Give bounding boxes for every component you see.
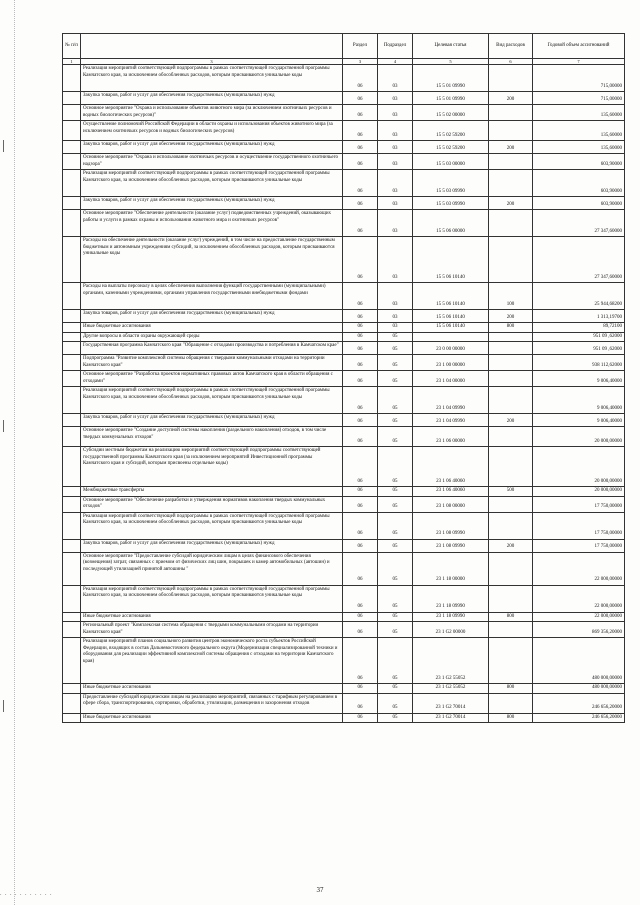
cell-exptype [489, 447, 533, 487]
cell-name: Закупка товаров, работ и услуг для обеспечения государственных (муниципальных) нужд [81, 197, 343, 210]
cell-exptype: 200 [489, 92, 533, 105]
cell-target: 23 1 G2 00000 [413, 622, 489, 638]
table-row [63, 585, 625, 612]
cell-subsection: 03 [378, 92, 413, 105]
cell-exptype [489, 65, 533, 92]
cell-section: 06 [343, 310, 378, 323]
cell-exptype [489, 342, 533, 355]
cell-subsection: 05 [378, 713, 413, 723]
cell-num [63, 371, 81, 387]
header-subsection: Подраздел [378, 34, 413, 59]
table-row [63, 105, 625, 121]
cell-subsection: 03 [378, 154, 413, 170]
cell-value: 89,72100 [533, 323, 625, 333]
cell-subsection: 05 [378, 355, 413, 371]
cell-target: 15 5 02 59200 [413, 141, 489, 154]
cell-subsection: 05 [378, 427, 413, 447]
header-num: № п/п [63, 34, 81, 59]
cell-subsection: 05 [378, 487, 413, 497]
cell-section: 06 [343, 539, 378, 552]
cell-value: 869 356,20000 [533, 622, 625, 638]
cell-name: Основное мероприятие "Обеспечение деятельности (оказание услуг) подведомственных учреждений, оказывающих работы и услуги в рамках охраны и использования животного мира и охотничьих ресурсов" [81, 210, 343, 237]
cell-value: 27 347,60000 [533, 237, 625, 283]
cell-exptype [489, 427, 533, 447]
table-row [63, 487, 625, 497]
cell-name: Иные бюджетные ассигнования [81, 323, 343, 333]
cell-value: 22 000,00000 [533, 552, 625, 585]
cell-section: 06 [343, 487, 378, 497]
cell-section: 06 [343, 105, 378, 121]
cell-name: Закупка товаров, работ и услуг для обеспечения государственных (муниципальных) нужд [81, 310, 343, 323]
cell-num [63, 638, 81, 684]
cell-section: 06 [343, 154, 378, 170]
cell-section: 06 [343, 283, 378, 310]
cell-value: 135,60000 [533, 121, 625, 141]
cell-name: Основное мероприятие "Создание доступной системы накопления (раздельного накопления) отходов, в том числе твердых коммунальных отходов" [81, 427, 343, 447]
cell-num [63, 310, 81, 323]
cell-target: 23 1 08 09990 [413, 512, 489, 539]
cell-name: Основное мероприятие "Обеспечение разработки и утверждения нормативов накопления твердых коммунальных отходов" [81, 496, 343, 512]
table-row [63, 141, 625, 154]
cell-target: 23 1 00 00000 [413, 355, 489, 371]
cell-target: 15 5 01 09990 [413, 65, 489, 92]
cell-name: Реализация мероприятий соответствующей подпрограммы в рамках соответствующей государственной программы Камчатского края, за исключением обособленных расходов, которым присваиваются уникальные коды [81, 585, 343, 612]
cell-subsection: 05 [378, 414, 413, 427]
table-row [63, 427, 625, 447]
header-name [81, 34, 343, 59]
cell-exptype [489, 387, 533, 414]
cell-subsection: 05 [378, 447, 413, 487]
cell-num [63, 387, 81, 414]
table-row [63, 197, 625, 210]
cell-target: 23 1 G2 70014 [413, 693, 489, 713]
table-row [63, 414, 625, 427]
cell-exptype [489, 332, 533, 342]
cell-section: 06 [343, 141, 378, 154]
cell-num [63, 512, 81, 539]
cell-target: 15 5 03 00000 [413, 154, 489, 170]
cell-value: 715,00000 [533, 92, 625, 105]
cell-section: 06 [343, 585, 378, 612]
cell-section: 06 [343, 121, 378, 141]
cell-value: 20 000,00000 [533, 447, 625, 487]
cell-num [63, 496, 81, 512]
cell-section: 06 [343, 170, 378, 197]
cell-section: 06 [343, 237, 378, 283]
cell-name: Иные бюджетные ассигнования [81, 684, 343, 694]
cell-subsection: 03 [378, 310, 413, 323]
cell-section: 06 [343, 387, 378, 414]
cell-target: 23 0 00 00000 [413, 342, 489, 355]
table-row [63, 539, 625, 552]
cell-target: 15 5 06 10140 [413, 283, 489, 310]
cell-section: 06 [343, 427, 378, 447]
cell-exptype [489, 512, 533, 539]
cell-target: 23 1 G2 55052 [413, 684, 489, 694]
cell-num [63, 65, 81, 92]
table-row [63, 310, 625, 323]
cell-section: 06 [343, 371, 378, 387]
cell-subsection: 03 [378, 105, 413, 121]
cell-exptype [489, 121, 533, 141]
cell-value: 938 112,62000 [533, 355, 625, 371]
cell-subsection: 05 [378, 585, 413, 612]
cell-subsection: 05 [378, 539, 413, 552]
colnum-7: 7 [533, 59, 625, 65]
cell-name: Основное мероприятие "Разработка проектов нормативных правовых актов Камчатского края в области обращения с отходами" [81, 371, 343, 387]
cell-section: 06 [343, 693, 378, 713]
cell-value: 480 000,00000 [533, 638, 625, 684]
cell-subsection: 03 [378, 197, 413, 210]
budget-table [62, 33, 625, 723]
colnum-6: 6 [489, 59, 533, 65]
cell-subsection: 05 [378, 552, 413, 585]
table-row [63, 323, 625, 333]
cell-value: 22 000,00000 [533, 612, 625, 622]
cell-target: 23 1 08 09990 [413, 539, 489, 552]
cell-name: Государственная программа Камчатского края "Обращение с отходами производства и потребления в Камчатском крае" [81, 342, 343, 355]
cell-subsection: 03 [378, 65, 413, 92]
cell-section: 06 [343, 332, 378, 342]
cell-num [63, 713, 81, 723]
colnum-1: 1 [63, 59, 81, 65]
cell-target: 15 5 03 09990 [413, 170, 489, 197]
cell-name: Закупка товаров, работ и услуг для обеспечения государственных (муниципальных) нужд [81, 414, 343, 427]
cell-num [63, 487, 81, 497]
cell-subsection: 03 [378, 210, 413, 237]
cell-target: 23 1 06 00000 [413, 427, 489, 447]
cell-target: 15 5 06 10140 [413, 323, 489, 333]
table-row [63, 332, 625, 342]
table-row [63, 612, 625, 622]
cell-value: 9 006,40000 [533, 387, 625, 414]
cell-section: 06 [343, 92, 378, 105]
cell-value: 17 750,00000 [533, 512, 625, 539]
cell-value: 20 000,00000 [533, 427, 625, 447]
table-row [63, 210, 625, 237]
cell-section: 06 [343, 622, 378, 638]
cell-subsection: 03 [378, 170, 413, 197]
cell-name: Межбюджетные трансферты [81, 487, 343, 497]
cell-num [63, 210, 81, 237]
cell-exptype: 800 [489, 323, 533, 333]
cell-value: 1 313,19700 [533, 310, 625, 323]
cell-target: 15 5 06 00000 [413, 210, 489, 237]
cell-num [63, 355, 81, 371]
cell-exptype [489, 154, 533, 170]
cell-num [63, 427, 81, 447]
cell-name: Расходы на обеспечение деятельности (оказание услуг) учреждений, в том числе на предоставление государственным бюджетным и автономным учреждениям субсидий, за исключением обособленных расходов, которым присваиваются уникальные коды [81, 237, 343, 283]
cell-name: Подпрограмма "Развитие комплексной системы обращения с твердыми коммунальными отходами на территории Камчатского края" [81, 355, 343, 371]
cell-num [63, 170, 81, 197]
table-row [63, 283, 625, 310]
cell-target: 15 5 01 09990 [413, 92, 489, 105]
table-row [63, 65, 625, 92]
cell-section: 06 [343, 197, 378, 210]
table-row [63, 447, 625, 487]
cell-exptype [489, 496, 533, 512]
cell-value: 20 000,00000 [533, 487, 625, 497]
cell-value: 9 006,40000 [533, 371, 625, 387]
cell-target: 23 1 06 40060 [413, 447, 489, 487]
header-exptype: Вид расходов [489, 34, 533, 59]
cell-value: 135,60000 [533, 141, 625, 154]
cell-subsection: 05 [378, 387, 413, 414]
cell-target: 23 1 04 00000 [413, 371, 489, 387]
cell-num [63, 585, 81, 612]
header-annual: Годовой объем ассигнований [533, 34, 625, 59]
header-target: Целевая статья [413, 34, 489, 59]
cell-section: 06 [343, 355, 378, 371]
cell-target: 23 1 04 09990 [413, 414, 489, 427]
cell-target: 23 1 G2 55052 [413, 638, 489, 684]
colnum-3: 3 [343, 59, 378, 65]
cell-num [63, 283, 81, 310]
cell-exptype [489, 210, 533, 237]
cell-subsection: 05 [378, 612, 413, 622]
cell-subsection: 05 [378, 638, 413, 684]
cell-target: 15 5 06 10140 [413, 310, 489, 323]
page-number: 37 [316, 886, 324, 894]
cell-value: 27 347,60000 [533, 210, 625, 237]
cell-value: 135,60000 [533, 105, 625, 121]
cell-value: 246 656,20000 [533, 713, 625, 723]
cell-target: 23 1 04 09990 [413, 387, 489, 414]
cell-num [63, 197, 81, 210]
table-row [63, 684, 625, 694]
cell-section: 06 [343, 210, 378, 237]
cell-value: 17 750,00000 [533, 539, 625, 552]
cell-num [63, 622, 81, 638]
cell-target: 23 1 18 00000 [413, 552, 489, 585]
cell-num [63, 332, 81, 342]
cell-subsection: 05 [378, 684, 413, 694]
table-row [63, 355, 625, 371]
table-body [63, 65, 625, 723]
cell-name: Реализация мероприятий соответствующей подпрограммы в рамках соответствующей государственной программы Камчатского края, за исключением обособленных расходов, которым присваиваются уникальные коды [81, 65, 343, 92]
table-row [63, 371, 625, 387]
cell-name: Региональный проект "Комплексная система обращения с твердыми коммунальными отходами на территории Камчатского края" [81, 622, 343, 638]
cell-section: 06 [343, 713, 378, 723]
cell-name: Основное мероприятие "Охрана и использование охотничьих ресурсов и осуществление государственного охотничьего надзора" [81, 154, 343, 170]
cell-subsection: 05 [378, 371, 413, 387]
cell-subsection: 05 [378, 512, 413, 539]
table-row [63, 92, 625, 105]
table-row [63, 638, 625, 684]
cell-num [63, 693, 81, 713]
cell-num [63, 237, 81, 283]
cell-exptype [489, 638, 533, 684]
cell-target: 15 5 06 10140 [413, 237, 489, 283]
cell-name: Осуществление полномочий Российской Федерации в области охраны и использования объектов животного мира (за исключением охотничьих ресурсов и водных биологических ресурсов) [81, 121, 343, 141]
cell-value: 17 750,00000 [533, 496, 625, 512]
cell-name: Основное мероприятие "Охрана и использование объектов животного мира (за исключением охотничьих ресурсов и водных биологических ресурсов)" [81, 105, 343, 121]
cell-value: 246 656,20000 [533, 693, 625, 713]
cell-exptype: 200 [489, 539, 533, 552]
cell-section: 06 [343, 638, 378, 684]
table-row [63, 154, 625, 170]
cell-num [63, 552, 81, 585]
table-row [63, 622, 625, 638]
cell-num [63, 323, 81, 333]
cell-section: 06 [343, 552, 378, 585]
cell-exptype [489, 552, 533, 585]
table-row [63, 170, 625, 197]
cell-subsection: 05 [378, 693, 413, 713]
cell-exptype: 200 [489, 141, 533, 154]
cell-subsection: 05 [378, 332, 413, 342]
cell-num [63, 612, 81, 622]
cell-section: 06 [343, 512, 378, 539]
cell-target: 15 5 03 09990 [413, 197, 489, 210]
cell-num [63, 154, 81, 170]
cell-exptype [489, 371, 533, 387]
cell-exptype [489, 693, 533, 713]
cell-value: 9 006,40000 [533, 414, 625, 427]
cell-num [63, 539, 81, 552]
cell-exptype [489, 170, 533, 197]
cell-exptype [489, 585, 533, 612]
table-row [63, 512, 625, 539]
cell-target: 15 5 02 00000 [413, 105, 489, 121]
cell-num [63, 92, 81, 105]
cell-name: Субсидии местным бюджетам на реализацию мероприятий соответствующей подпрограммы соответствующей государственной программы Камчатского края (за исключением мероприятий Инвестиционной программы Камчатского края и субсидий, которым присвоены отдельные коды) [81, 447, 343, 487]
cell-name: Реализация мероприятий соответствующей подпрограммы в рамках соответствующей государственной программы Камчатского края, за исключением обособленных расходов, которым присваиваются уникальные коды [81, 512, 343, 539]
cell-target: 15 5 02 59200 [413, 121, 489, 141]
cell-exptype: 200 [489, 310, 533, 323]
table-row [63, 121, 625, 141]
cell-exptype [489, 237, 533, 283]
cell-exptype: 100 [489, 283, 533, 310]
cell-exptype: 500 [489, 487, 533, 497]
cell-num [63, 342, 81, 355]
cell-subsection: 05 [378, 622, 413, 638]
cell-value: 22 000,00000 [533, 585, 625, 612]
cell-section: 06 [343, 414, 378, 427]
table-header [63, 34, 625, 65]
cell-section: 06 [343, 323, 378, 333]
cell-section: 06 [343, 342, 378, 355]
cell-section: 06 [343, 496, 378, 512]
cell-exptype: 200 [489, 414, 533, 427]
cell-num [63, 684, 81, 694]
cell-name: Закупка товаров, работ и услуг для обеспечения государственных (муниципальных) нужд [81, 141, 343, 154]
cell-exptype: 200 [489, 197, 533, 210]
cell-exptype: 800 [489, 612, 533, 622]
left-margin-bindings [0, 0, 15, 905]
cell-target: 23 1 G2 70014 [413, 713, 489, 723]
colnum-5: 5 [413, 59, 489, 65]
scan-edge-dots: . . . . . . . . . . . [0, 891, 53, 897]
cell-section: 06 [343, 447, 378, 487]
cell-subsection: 03 [378, 141, 413, 154]
cell-name: Закупка товаров, работ и услуг для обеспечения государственных (муниципальных) нужд [81, 92, 343, 105]
cell-subsection: 03 [378, 323, 413, 333]
cell-num [63, 121, 81, 141]
cell-exptype [489, 105, 533, 121]
cell-value: 480 000,00000 [533, 684, 625, 694]
cell-section: 06 [343, 65, 378, 92]
colnum-4: 4 [378, 59, 413, 65]
cell-value: 715,00000 [533, 65, 625, 92]
cell-value: 603,90000 [533, 154, 625, 170]
cell-num [63, 105, 81, 121]
cell-target: 23 1 08 00000 [413, 496, 489, 512]
cell-value: 25 944,68200 [533, 283, 625, 310]
cell-exptype [489, 355, 533, 371]
cell-section: 06 [343, 612, 378, 622]
cell-target: 23 1 18 09990 [413, 585, 489, 612]
table-row [63, 713, 625, 723]
cell-num [63, 414, 81, 427]
cell-name: Иные бюджетные ассигнования [81, 713, 343, 723]
cell-name: Реализация мероприятий соответствующей подпрограммы в рамках соответствующей государственной программы Камчатского края, за исключением обособленных расходов, которым присваиваются уникальные коды [81, 387, 343, 414]
cell-subsection: 03 [378, 121, 413, 141]
cell-target: 23 1 18 09990 [413, 612, 489, 622]
cell-section: 06 [343, 684, 378, 694]
cell-name: Основное мероприятие "Предоставление субсидий юридическим лицам в целях финансового обеспечения (возмещения) затрат, связанных с приемом от физических лиц шин, покрышек и камер автомобильных (автошин) и последующей утилизацией принятой автошины " [81, 552, 343, 585]
cell-value: 951 09 ,62000 [533, 332, 625, 342]
cell-name: Закупка товаров, работ и услуг для обеспечения государственных (муниципальных) нужд [81, 539, 343, 552]
cell-name: Предоставление субсидий юридическим лицам на реализацию мероприятий, связанных с тарифным регулированием в сфере сбора, транспортирования, сортировки, обработки, утилизации, размещения и захоронения отходов [81, 693, 343, 713]
cell-value: 951 09 ,62000 [533, 342, 625, 355]
colnum-2: 3 [81, 59, 343, 65]
table-row [63, 387, 625, 414]
cell-subsection: 05 [378, 496, 413, 512]
header-section: Раздел [343, 34, 378, 59]
cell-target: 23 1 06 40060 [413, 487, 489, 497]
table-row [63, 342, 625, 355]
cell-value: 603,90000 [533, 170, 625, 197]
table-row [63, 496, 625, 512]
cell-subsection: 05 [378, 342, 413, 355]
cell-value: 603,90000 [533, 197, 625, 210]
cell-subsection: 03 [378, 237, 413, 283]
cell-exptype: 800 [489, 684, 533, 694]
cell-exptype [489, 622, 533, 638]
cell-target [413, 332, 489, 342]
cell-name: Реализация мероприятий соответствующей подпрограммы в рамках соответствующей государственной программы Камчатского края, за исключением обособленных расходов, которым присваиваются уникальные коды [81, 170, 343, 197]
cell-num [63, 447, 81, 487]
cell-name: Расходы на выплаты персоналу в целях обеспечения выполнения функций государственными (муниципальными) органами, казенными учреждениями, органами управления государственными внебюджетными фондами [81, 283, 343, 310]
table-row [63, 693, 625, 713]
table-row [63, 552, 625, 585]
cell-name: Реализация мероприятий планов социального развития центров экономического роста субъектов Российской Федерации, входящих в состав Дальневосточного федерального округа (Модернизация специализированной техники и оборудования для реализации эффективной комплексной системы обращения с отходами на территории Камчатского края) [81, 638, 343, 684]
table-row [63, 237, 625, 283]
cell-subsection: 03 [378, 283, 413, 310]
cell-name: Другие вопросы в области охраны окружающей среды [81, 332, 343, 342]
cell-exptype: 800 [489, 713, 533, 723]
cell-name: Иные бюджетные ассигнования [81, 612, 343, 622]
cell-num [63, 141, 81, 154]
